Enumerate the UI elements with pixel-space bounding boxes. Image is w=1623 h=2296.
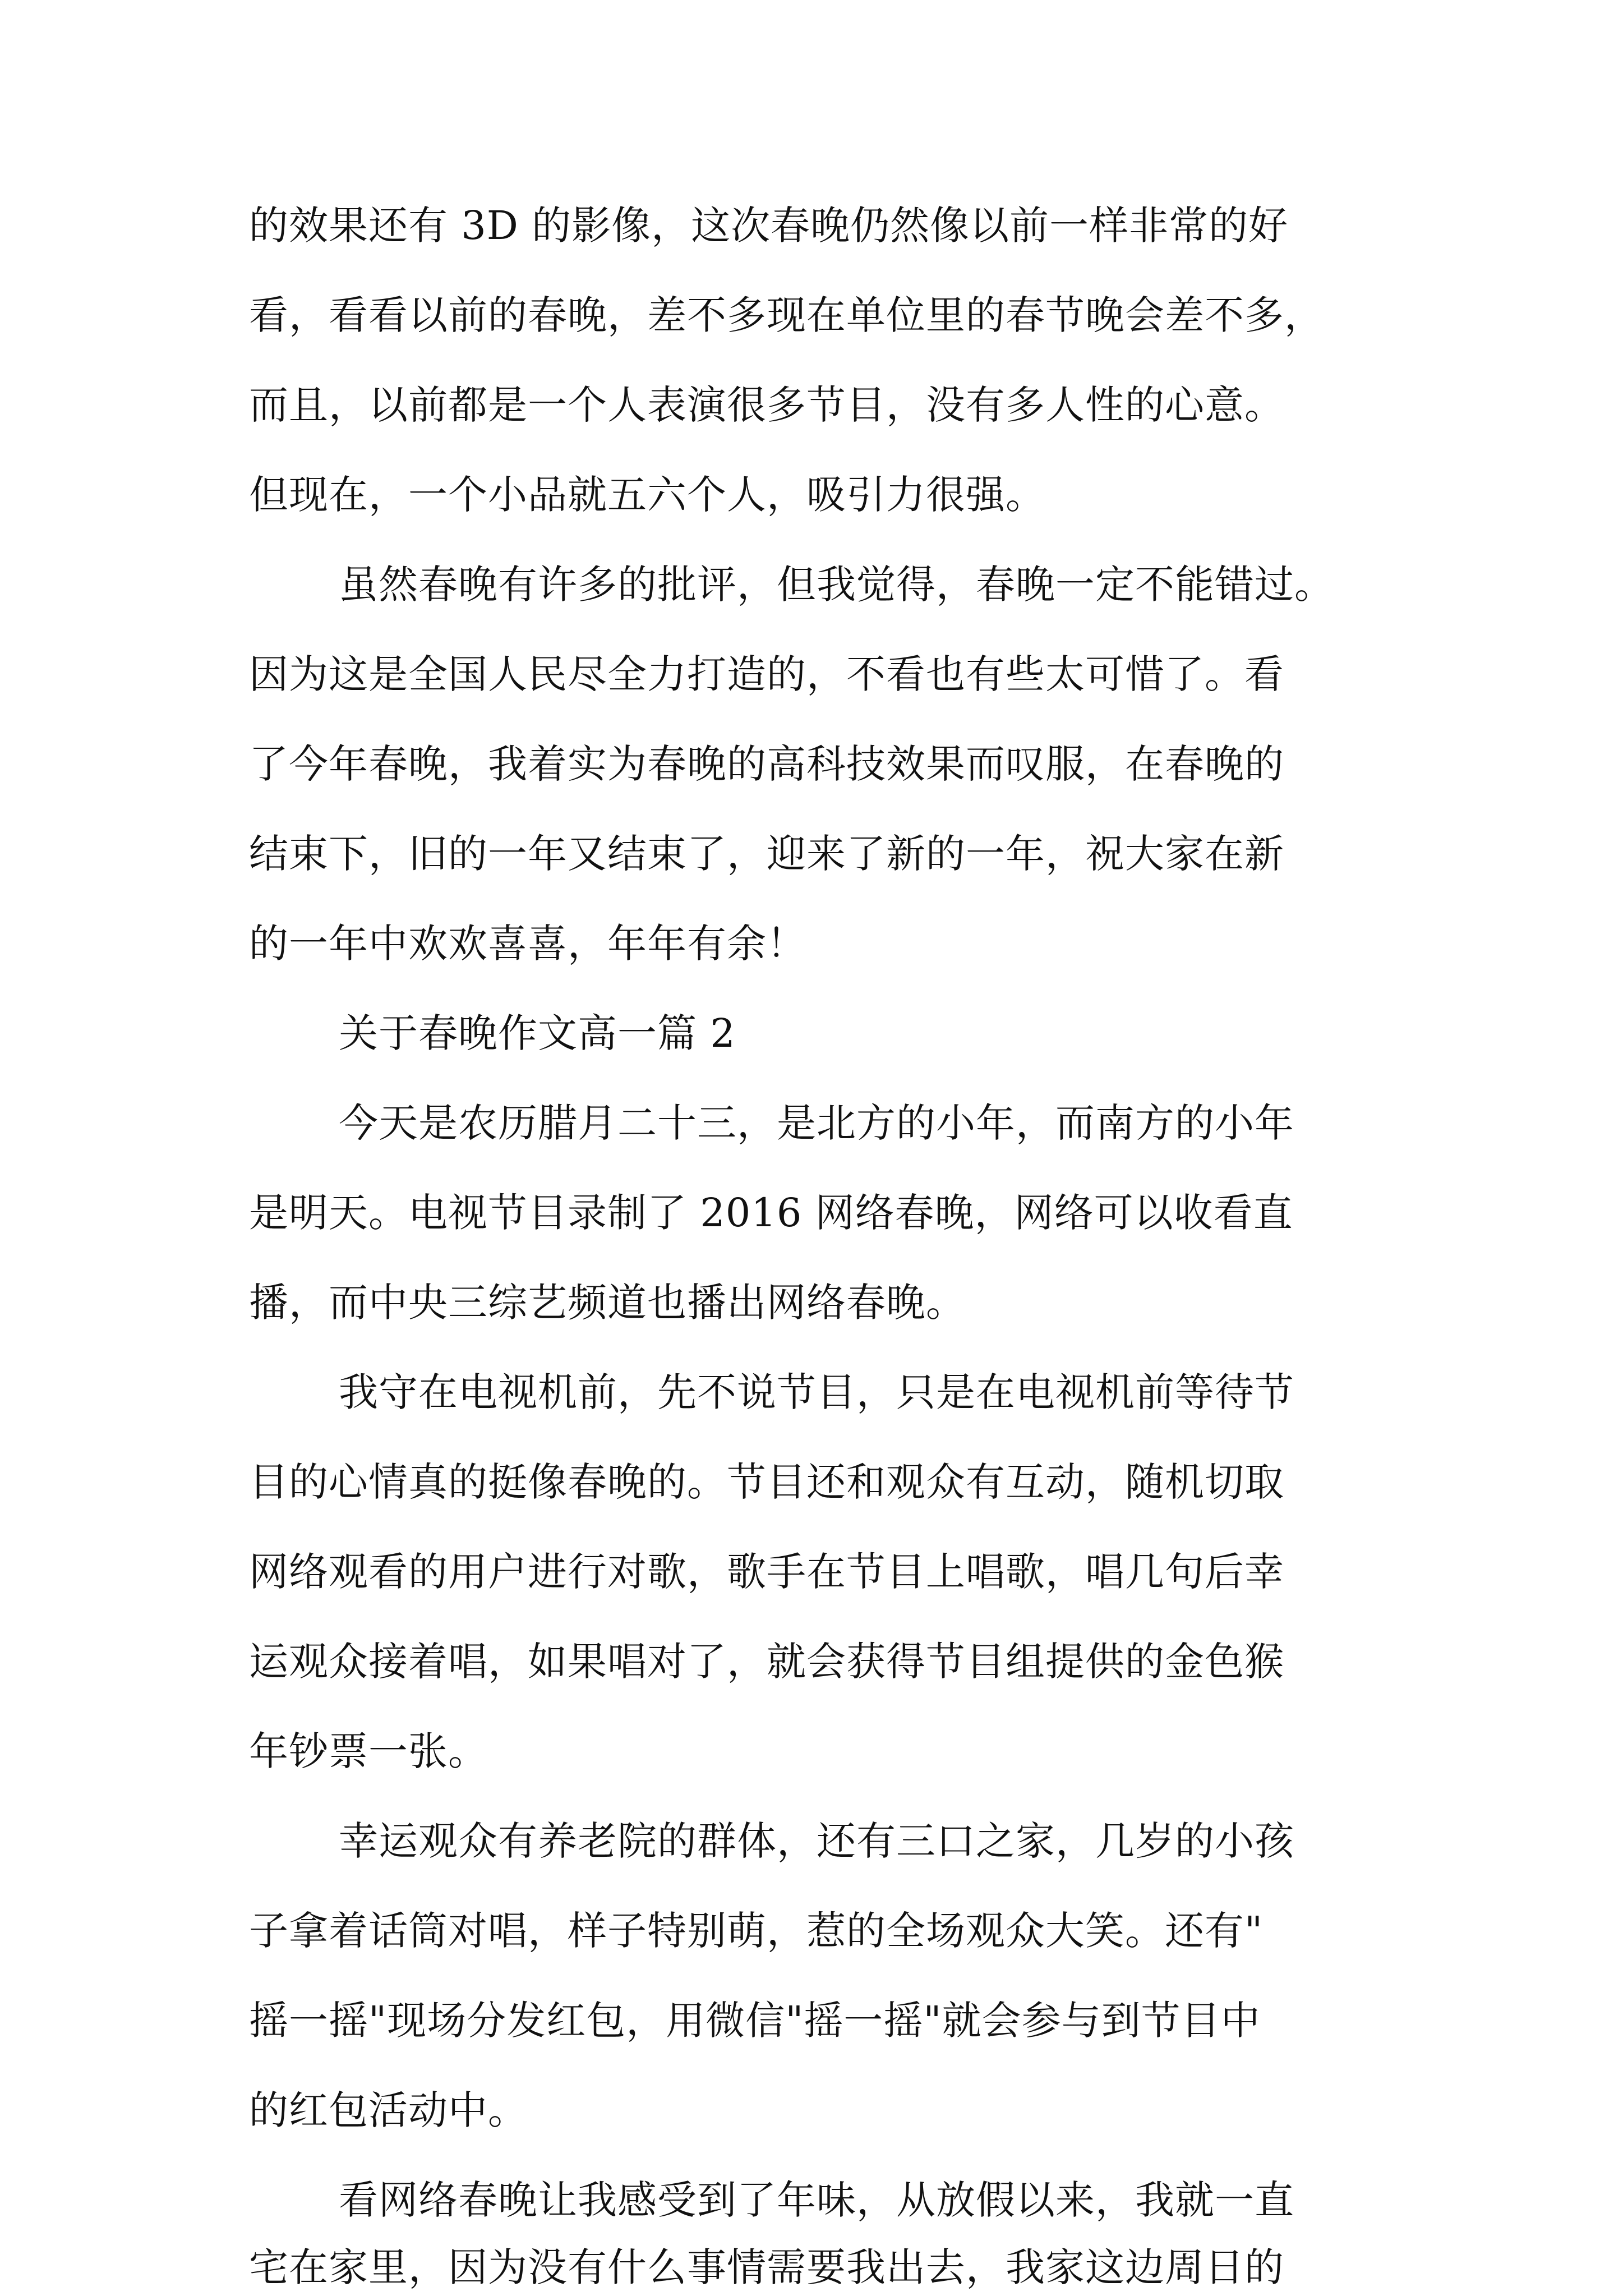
text-line-24: 宅在家里，因为没有什么事情需要我出去，我家这边周日的 xyxy=(249,2244,1284,2290)
text-line-22: 的红包活动中。 xyxy=(249,2087,528,2133)
text-line-20: 子拿着话筒对唱，样子特别萌，惹的全场观众大笑。还有" xyxy=(249,1908,1264,1954)
text-line-6: 因为这是全国人民尽全力打造的，不看也有些太可惜了。看 xyxy=(249,651,1284,697)
text-line-9: 的一年中欢欢喜喜，年年有余！ xyxy=(249,921,806,967)
text-line-1: 的效果还有 3D 的影像，这次春晚仍然像以前一样非常的好 xyxy=(249,203,1289,249)
text-line-15: 目的心情真的挺像春晚的。节目还和观众有互动，随机切取 xyxy=(249,1459,1284,1505)
text-line-12: 是明天。电视节目录制了 2016 网络春晚，网络可以收看直 xyxy=(249,1190,1293,1236)
text-line-8: 结束下，旧的一年又结束了，迎来了新的一年，祝大家在新 xyxy=(249,831,1284,877)
text-line-13: 播，而中央三综艺频道也播出网络春晚。 xyxy=(249,1280,966,1326)
text-line-2: 看，看看以前的春晚，差不多现在单位里的春节晚会差不多， xyxy=(249,292,1324,338)
text-line-21: 摇一摇"现场分发红包，用微信"摇一摇"就会参与到节目中 xyxy=(249,1998,1261,2044)
text-line-4: 但现在，一个小品就五六个人，吸引力很强。 xyxy=(249,472,1045,518)
text-line-18: 年钞票一张。 xyxy=(249,1728,488,1774)
paragraph-start-line: 我守在电视机前，先不说节目，只是在电视机前等待节 xyxy=(339,1369,1294,1415)
text-line-3: 而且，以前都是一个人表演很多节目，没有多人性的心意。 xyxy=(249,382,1284,428)
paragraph-start-line: 看网络春晚让我感受到了年味，从放假以来，我就一直 xyxy=(339,2177,1294,2223)
text-line-16: 网络观看的用户进行对歌，歌手在节目上唱歌，唱几句后幸 xyxy=(249,1549,1284,1595)
paragraph-start-line: 幸运观众有养老院的群体，还有三口之家，几岁的小孩 xyxy=(339,1818,1294,1864)
paragraph-start-line: 虽然春晚有许多的批评，但我觉得，春晚一定不能错过。 xyxy=(339,562,1334,608)
paragraph-start-line: 今天是农历腊月二十三，是北方的小年，而南方的小年 xyxy=(339,1100,1294,1146)
section-heading: 关于春晚作文高一篇 2 xyxy=(339,1010,736,1056)
text-line-7: 了今年春晚，我着实为春晚的高科技效果而叹服，在春晚的 xyxy=(249,741,1284,787)
text-line-17: 运观众接着唱，如果唱对了，就会获得节目组提供的金色猴 xyxy=(249,1639,1284,1685)
